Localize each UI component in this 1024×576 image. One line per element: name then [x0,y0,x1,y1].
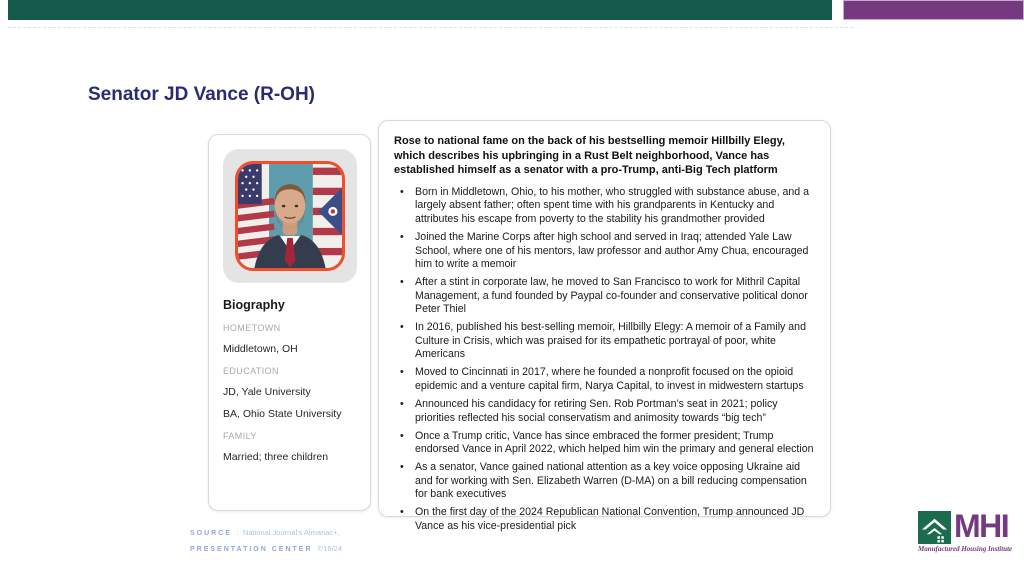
bio-field-label-education: EDUCATION [223,366,279,376]
bio-field-label-family: FAMILY [223,431,257,441]
bio-field-value-family: Married; three children [223,451,329,463]
source-label: SOURCE [190,530,232,537]
bullet-item: • In 2016, published his best-selling memoir, Hillbilly Elegy: A memoir of a Family and Culture in Crisis, which was praised for its empathetic portrayal of poor, white Americans [394,321,815,362]
bullet-item: • After a stint in corporate law, he moved to San Francisco to work for Mithril Capital Management, a fund founded by Paypal co-founder and conservative political donor Peter Thiel [394,276,815,317]
summary-card [378,120,831,532]
bullet-item: • Announced his candidacy for retiring Sen. Rob Portman’s seat in 2021; policy priorities reflected his social conservatism and animosity towards “big tech” [394,398,815,425]
jd-vance-portrait-photo [235,161,345,271]
bullet-item: • Born in Middletown, Ohio, to his mother, who struggled with substance abuse, and a largely absent father; often spent time with his grandparents in Kentucky and attributes his escape from poverty to the stability his grandmother provided [394,186,815,227]
source-separator: : [236,528,239,537]
summary-headline: Rose to national fame on the back of his bestselling memoir Hillbilly Elegy, which describes his upbringing in a Rust Belt neighborhood, Vance has established himself as a senator with a pro-Trump, anti-Big Tech platform [394,135,785,177]
bullet-item: • Moved to Cincinnati in 2017, where he founded a nonprofit focused on the opioid epidemic and a venture capital firm, Narya Capital, to invest in midwestern startups [394,366,815,393]
bio-field-value-education-2: BA, Ohio State University [223,408,342,420]
bio-field-label-hometown: HOMETOWN [223,323,281,333]
bio-card [208,134,371,511]
portrait-illustration [238,164,342,268]
source-line [190,524,342,540]
photo-frame [223,149,357,283]
bullet-item: • Joined the Marine Corps after high school and served in Iraq; attended Yale Law School, where one of his mentors, law professor and author Amy Chua, encouraged him to write a memoir [394,231,815,272]
presentation-center-label: PRESENTATION CENTER [190,546,313,553]
bullet-item: • On the first day of the 2024 Republican National Convention, Trump announced JD Vance as his vice-presidential pick [394,506,815,533]
bullet-item: • Once a Trump critic, Vance has since embraced the former president; Trump endorsed Vance in April 2022, which helped him win the primary and general election [394,430,815,457]
summary-bullet-list [394,186,815,534]
presentation-line [190,540,342,556]
mhi-logo-row [918,508,1016,544]
mhi-acronym: MHI [954,508,1009,544]
bio-field-value-education-1: JD, Yale University [223,386,311,398]
mhi-logo [918,508,1016,553]
bio-heading: Biography [223,298,285,312]
bullet-item: • As a senator, Vance gained national attention as a key voice opposing Ukraine aid and for working with Sen. Elizabeth Warren (D-MA) on a bill reducing compensation for bank executives [394,461,815,502]
presentation-date: 7/16/24 [316,544,343,553]
header-bar-purple [843,0,1024,20]
page-title: Senator JD Vance (R-OH) [88,84,315,105]
bio-body [209,298,370,463]
source-block [190,524,342,556]
house-icon [918,511,951,544]
source-value: National Journal's Almanac+, [242,528,340,537]
mhi-tagline: Manufactured Housing Institute [918,545,1013,553]
header-underline [8,27,853,28]
header-bar-green [8,0,832,20]
bio-field-value-hometown: Middletown, OH [223,343,298,355]
